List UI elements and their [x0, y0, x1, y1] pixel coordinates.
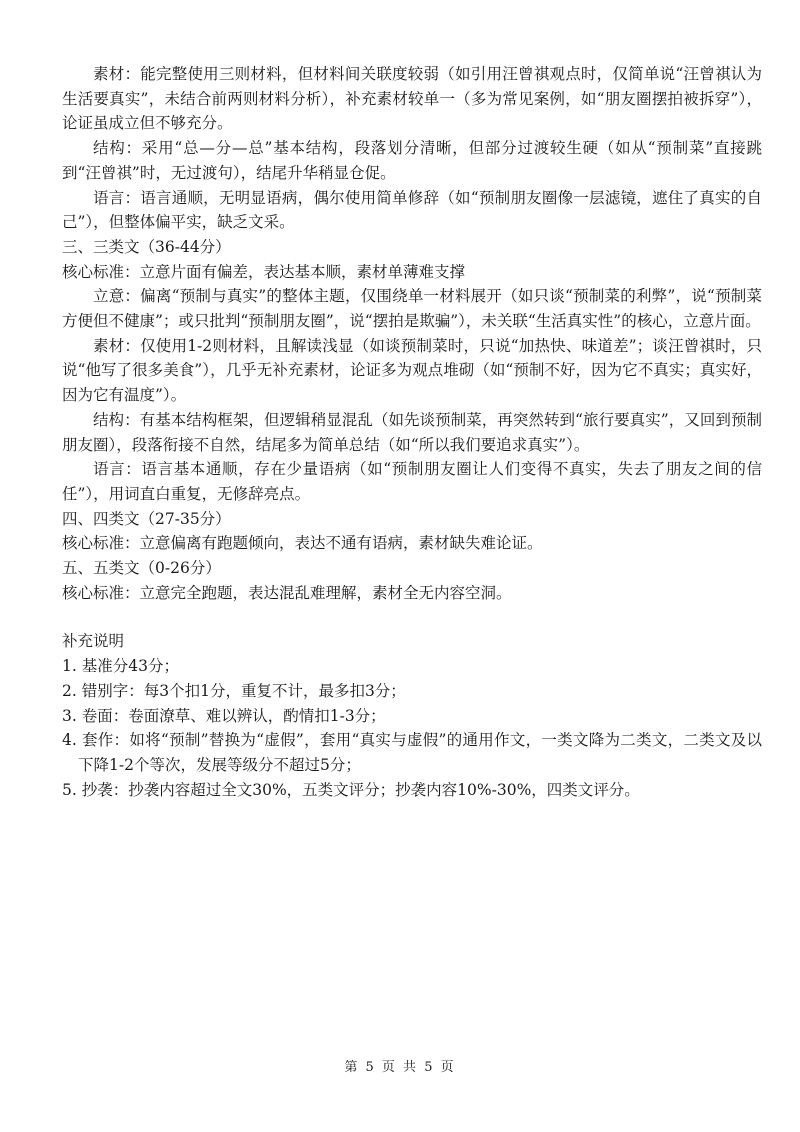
section-heading-class-three: 三、三类文（36-44分）: [62, 237, 231, 256]
paragraph-language-class-three: 语言：语言基本通顺，存在少量语病（如“预制朋友圈让人们变得不真实，失去了朋友之间的信任”），用词直白重复，无修辞亮点。: [62, 460, 762, 503]
spacer: [62, 605, 762, 629]
core-standard-class-four: 核心标准：立意偏离有跑题倾向，表达不通有语病，素材缺失难论证。: [62, 534, 543, 553]
core-standard-class-three: 核心标准：立意片面有偏差，表达基本顺，素材单薄难支撑: [62, 262, 466, 281]
document-body: [62, 62, 762, 802]
paragraph-language: 语言：语言通顺，无明显语病，偶尔使用简单修辞（如“预制朋友圈像一层滤镜，遮住了真实的自己”），但整体偏平实，缺乏文采。: [62, 188, 762, 232]
supplement-item-template-writing: 4. 套作：如将“预制”替换为“虚假”，套用“真实与虚假”的通用作文，一类文降为二类文，二类文及以下降1-2个等次，发展等级分不超过5分；: [62, 731, 762, 774]
paragraph-structure: 结构：采用“总—分—总”基本结构，段落划分清晰，但部分过渡较生硬（如从“预制菜”直接跳到“汪曾祺”时，无过渡句），结尾升华稍显仓促。: [62, 139, 762, 182]
supplement-item-base-score: 1. 基准分43分；: [62, 657, 179, 676]
supplement-item-typos: 2. 错别字：每3个扣1分，重复不计，最多扣3分；: [62, 681, 406, 700]
paragraph-material: 素材：能完整使用三则材料，但材料间关联度较弱（如引用汪曾祺观点时，仅简单说“汪曾祺认为生活要真实”，未结合前两则材料分析），补充素材较单一（多为常见案例，如“朋友圈摆拍被拆穿”），论证虽成立但不够充分。: [62, 65, 762, 133]
paragraph-intent-class-three: 立意：偏离“预制与真实”的整体主题，仅围绕单一材料展开（如只谈“预制菜的利弊”，说“预制菜方便但不健康”；或只批判“预制朋友圈”，说“摆拍是欺骗”），未关联“生活真实性”的核心，立意片面。: [62, 287, 762, 331]
section-heading-class-five: 五、五类文（0-26分）: [62, 559, 221, 578]
supplement-item-plagiarism: 5. 抄袭：抄袭内容超过全文30%，五类文评分；抄袭内容10%-30%，四类文评分。: [62, 780, 640, 799]
supplement-title: 补充说明: [62, 632, 125, 651]
supplement-item-neatness: 3. 卷面：卷面潦草、难以辨认，酌情扣1-3分；: [62, 706, 386, 725]
core-standard-class-five: 核心标准：立意完全跑题，表达混乱难理解，素材全无内容空洞。: [62, 583, 512, 602]
paragraph-material-class-three: 素材：仅使用1-2则材料，且解读浅显（如谈预制菜时，只说“加热快、味道差”；谈汪曾祺时，只说“他写了很多美食”），几乎无补充素材，论证多为观点堆砌（如“预制不好，因为它不真实；真实好，因为它有温度”）。: [62, 336, 762, 405]
section-heading-class-four: 四、四类文（27-35分）: [62, 509, 231, 528]
paragraph-structure-class-three: 结构：有基本结构框架，但逻辑稍显混乱（如先谈预制菜，再突然转到“旅行要真实”，又回到预制朋友圈），段落衔接不自然，结尾多为简单总结（如“所以我们要追求真实”）。: [62, 410, 762, 454]
page-number: 第 5 页 共 5 页: [344, 1060, 456, 1075]
